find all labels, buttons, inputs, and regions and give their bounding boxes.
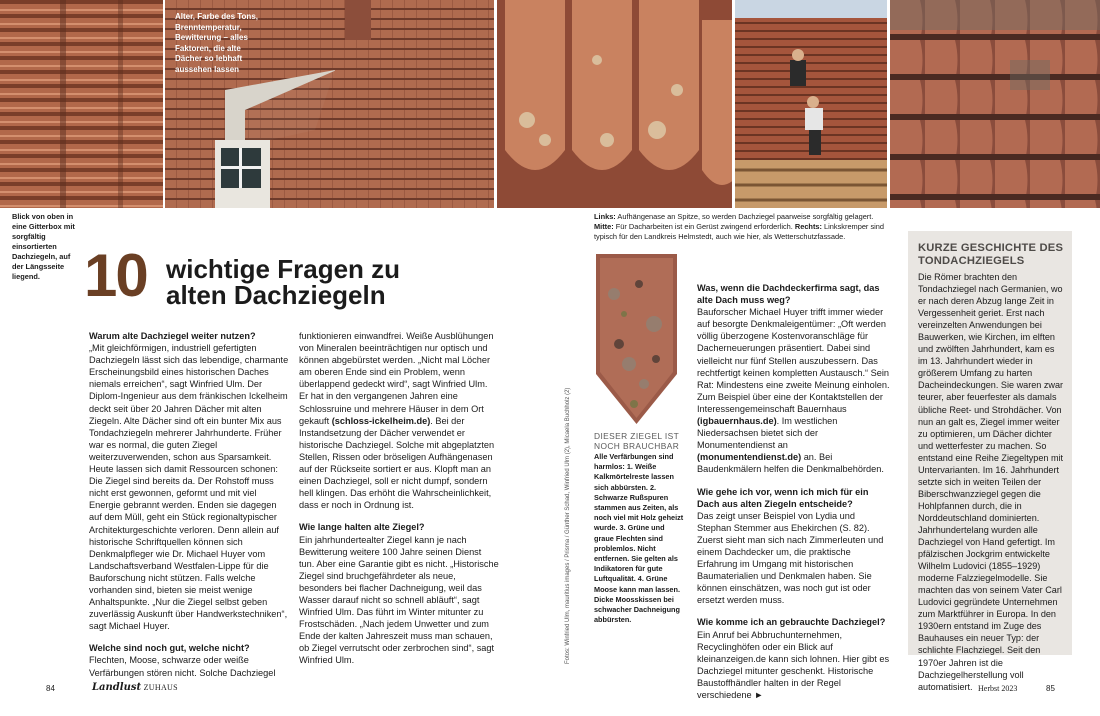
website-link[interactable]: (igbauernhaus.de) [697,416,777,427]
answer-text-part: . Im westlichen Niedersachsen bietet sich der Monumentendienst an [697,416,838,451]
photo-roof-house [165,0,494,208]
answer-text-part: funktionieren einwandfrei. Weiße Ausblühungen von Mineralen beeinträchtigen nur optisch und können abgebürstet werden. „Nicht mal Löcher am oberen Ende sind ein Problem, wenn überlappend gedeckt wird“, sagt Winfried Ulm. Er hat in den vergangenen Jahren eine Schlossruine und mehrere Häuser in dem Ort gekauft [299,331,494,426]
answer-text: Ein Anruf bei Abbruchunternehmen, Recyclinghöfen oder ein Blick auf kleinanzeigen.de kann sich lohnen. Hier gibt es Dachziegel mitunter geschenkt. Historische Baustoffhändler halten in der Regel verschiedene ► [697,629,890,700]
article-column-1 [89,330,289,679]
photo-roofers-scaffold [735,0,887,208]
question-heading: Wie lange halten alte Ziegel? [299,522,425,533]
caption-left: Blick von oben in eine Gitterbox mit sorgfältig einsortierten Dachziegeln, auf der Längsseite liegend. [12,212,75,281]
headline-number: 10 [84,242,147,309]
caption-photos [594,212,904,242]
brand-logo: Landlust [92,682,142,693]
question-heading: Wie komme ich an gebrauchte Dachziegel? [697,617,886,628]
answer-text [299,330,499,511]
caption-text-left: Aufhängenase an Spitze, so werden Dachziegel paarweise sorgfältig gelagert. [615,212,874,221]
page-number-left: 84 [46,684,55,693]
answer-text [697,306,890,475]
photo-tile-stack [0,0,163,208]
caption-label-left: Links: [594,212,616,221]
sidebar-title: KURZE GESCHICHTE DES TONDACHZIEGELS [918,242,1064,267]
answer-text: Das zeigt unser Beispiel von Lydia und Stephan Stemmer aus Ehekirchen (S. 82). Zuerst sieht man sich nach Zimmerleuten und einem Dachdecker um, die praktische Erfahrung im Umgang mit historischen Baumaterialien und Denkmalen haben. Sie können einschätzen, was noch gut ist oder ersetzt werden muss. [697,510,884,606]
headline-line-2: alten Dachziegeln [166,280,386,310]
headline [166,256,400,308]
question-heading: Was, wenn die Dachdeckerfirma sagt, das alte Dach muss weg? [697,283,880,306]
website-link[interactable]: (monumentendienst.de) [697,452,802,463]
tile-box-title: DIESER ZIEGEL IST NOCH BRAUCHBAR [594,431,680,451]
question-heading: Welche sind noch gut, welche nicht? [89,643,250,654]
answer-text-part: an. Bei Baudenkmälern helfen die Denkmalbehörden. [697,452,884,475]
tile-box-text: Alle Verfärbungen sind harmlos: 1. Weiße Kalkmörtelreste lassen sich abbürsten. 2. Schwarze Rußspuren stammen aus Zeiten, als noch viel mit Holz geheizt wurde. 3. Grüne und graue Flechten sind problemlos. Nicht entfernen. Sie gelten als Indikatoren für gute Luftqualität. 4. Grüne Moose kann man lassen. Dicke Moosskissen bei schwacher Dachneigung abbürsten. [594,452,684,625]
question-heading: Warum alte Dachziegel weiter nutzen? [89,331,256,341]
photo-credits: Fotos: Winfried Ulm, mauritius images / Prisma / Günther Schad, Winfried Ulm (2), Micaela Buchholz (2) [565,387,571,664]
question-heading: Wie gehe ich vor, wenn ich mich für ein Dach aus alten Ziegeln entscheide? [697,486,869,509]
magazine-brand [92,682,178,693]
caption-text-middle: Für Dacharbeiten ist ein Gerüst zwingend erforderlich. [613,222,795,231]
photo-linkskremper-facade [890,0,1100,208]
answer-text-part: . Bei der Instandsetzung der Dächer verwendet er historische Dachziegel. Solche mit abgeplatzten Stellen, Rissen oder bröseligen Aufhängenasen auf der Rückseite sortiert er aus. Klopft man an einen Dachziegel, soll er nicht dumpf, sondern hell klingen. Das erhöht die Wahrscheinlichkeit, dass er noch in Ordnung ist. [299,415,495,511]
article-column-3 [697,282,890,701]
caption-label-middle: Mitte: [594,222,614,231]
photo-overlay-caption: Alter, Farbe des Tons, Brenntemperatur, Bewitterung – alles Faktoren, die alte Dächer so lebhaft aussehen lassen [175,12,258,74]
photo-tiles-lichen [497,0,732,208]
brand-subtitle: ZUHAUS [143,683,178,692]
answer-text: Flechten, Moose, schwarze oder weiße Verfärbungen stören nicht. Solche Dachziegel [89,655,276,678]
issue-label: Herbst 2023 [978,684,1018,693]
article-column-2 [299,330,499,667]
caption-text-right: Linkskremper sind typisch für den Landkreis Helmstedt, auch wie hier, als Wetterschutzfassade. [594,222,885,241]
website-link[interactable]: (schloss-ickelheim.de) [331,415,431,426]
page-number-right: 85 [1046,684,1055,693]
roof-tile-photo [594,254,679,424]
answer-text: Ein jahrhundertealter Ziegel kann je nach Bewitterung weitere 100 Jahre seinen Dienst tun. Aber eine Garantie gibt es nicht. „Historische Ziegel sind bruchgefährdeter als neue, besonders bei flacher Dachneigung, weil das Wasser darauf nicht so schnell abläuft“, sagt Winfried Ulm. Das führt im Winter mitunter zu Frostschäden. „Nach jedem Unwetter und zum Ende der kalten Jahreszeit muss man schauen, ob Ziegel verrutscht oder zerbrochen sind“, sagt Winfried Ulm. [299,534,499,666]
headline-line-1: wichtige Fragen zu [166,254,401,284]
answer-text-part: Bauforscher Michael Huyer trifft immer wieder auf besorgte Denkmaleigentümer: „Oft werden völlig überzogene Kostenvoranschläge für Dacherneuerungen präsentiert. Dabei sind vielleicht nur fünf Stellen auszubessern. Das rechtfertigt keinen kompletten Austausch.“ Sein Rat: Mindestens eine zweite Meinung einholen. Zum Beispiel über eine der Kontaktstellen der Interessengemeinschaft Bauernhaus [697,307,890,414]
answer-text: „Mit gleichförmigen, industriell gefertigten Dachziegeln lässt sich das lebendige, charmante Erscheinungsbild eines historischen Daches niemals erreichen“, sagt Winfried Ulm. Der Diplom-Ingenieur aus dem fränkischen Ickelheim deckt seit über 20 Jahren Dächer mit alten Ziegeln. Alte Dächer sind oft ein bunter Mix aus Tondachziegeln mehrerer Jahrhunderte. Früher war es normal, die guten Ziegel weiterzuverwenden, schon aus Sparsamkeit. Heute lassen sich damit Ressourcen schonen: Die Ziegel sind bereits da. Der Rohstoff muss nicht erst gewonnen, geformt und mit viel Energie gebrannt werden. Enden sie dagegen auf dem Müll, geht ein Stück regionaltypischer Architekturgeschichte verloren. Denn allein auf historische Schriftquellen können sich Denkmalpfleger wie Dr. Michael Huyer vom Landschaftsverband Westfalen-Lippe für die Bauforschung nicht stützen. Falls welche vorhanden sind, bieten sie meist wenige Anhaltspunkte. „Nur die Ziegel selbst geben zuverlässig Auskunft über Handwerkstechniken“, sagt Michael Huyer. [89,343,289,632]
caption-label-right: Rechts: [794,222,822,231]
sidebar-body: Die Römer brachten den Tondachziegel nach Germanien, wo er nach deren Abzug lange Zeit in Vergessenheit geriet. Erst nach vereinzelten Anwendungen bei Bauwerken, wie Kirchen, im elften und zwölften Jahrhundert, kam es im 13. Jahrhundert wieder in größerem Umfang zu harten Dacheindeckungen. Sie waren zwar teurer, aber feuerfester als damals übliche Reet- und Strohdächer. Von nun an galt es, Ziegel immer weiter zu optimieren, um Dächer dichter und wetterfester zu machen. So entstand eine Reihe Ziegeltypen mit Untervarianten. Im 16. Jahrhundert setzte sich in weiten Teilen der Biberschwanzziegel gegen die Hohlpfannen durch, die in Norddeutschland dominierten. Jahrhundertelang wurden alle Dachziegel von Hand gefertigt. Im pfälzischen Jockgrim entwickelte Wilhelm Ludovici (1855–1929) moderne Falzziegelmodelle. Sie machten das von seinem Vater Carl Ludovici gegründete Unternehmen zum Marktführer in Europa. In den 1930ern entstand im Zuge des Bauhauses ein neuer Typ: der schlichte Flachziegel. Seit den 1970er Jahren ist die Dachziegelherstellung voll automatisiert. [918,272,1064,692]
